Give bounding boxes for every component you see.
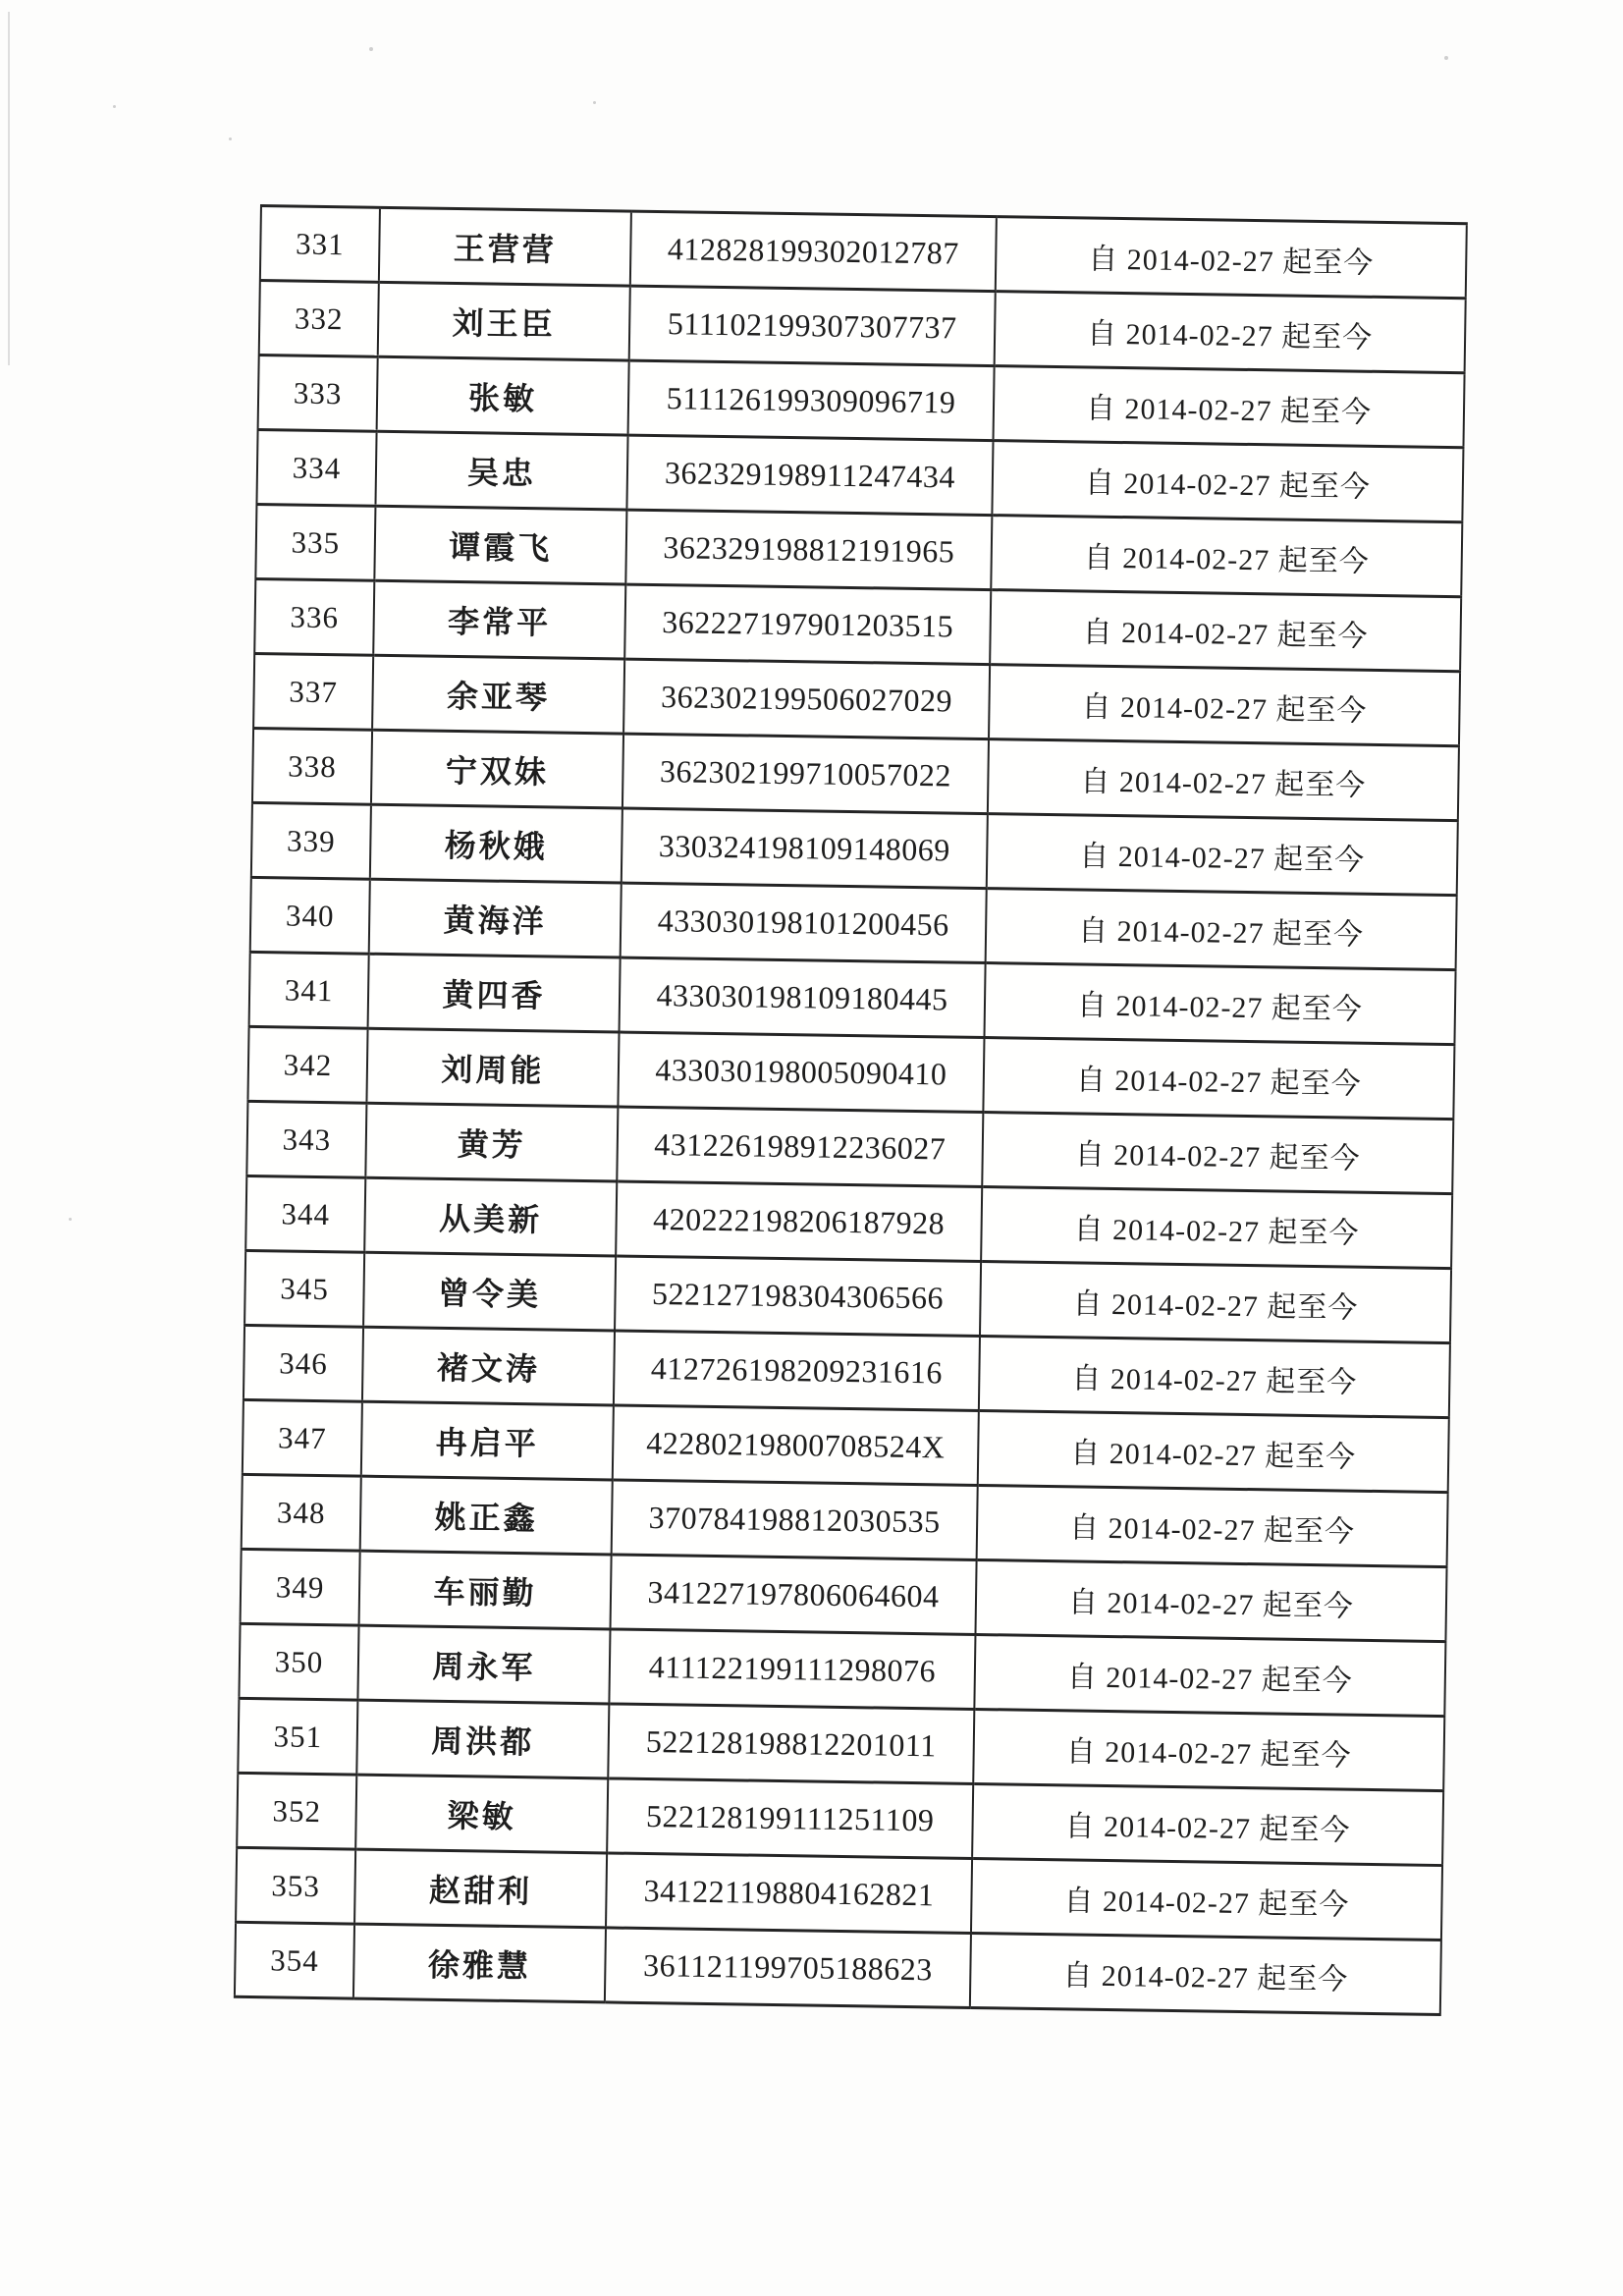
id-number: 370784198812030535 (612, 1480, 978, 1560)
validity-period: 自 2014-02-27 起至今 (979, 1337, 1450, 1418)
validity-period: 自 2014-02-27 起至今 (995, 292, 1466, 373)
row-number: 344 (245, 1175, 365, 1252)
row-number: 334 (256, 429, 376, 506)
person-name: 赵甜利 (354, 1849, 607, 1928)
validity-period: 自 2014-02-27 起至今 (989, 665, 1460, 746)
person-name: 周洪都 (356, 1700, 609, 1778)
validity-period: 自 2014-02-27 起至今 (991, 516, 1462, 597)
person-name: 余亚琴 (372, 655, 624, 734)
validity-period: 自 2014-02-27 起至今 (986, 889, 1457, 970)
id-number: 362302199710057022 (622, 734, 989, 814)
row-number: 348 (242, 1474, 361, 1551)
row-number: 345 (244, 1250, 364, 1327)
id-number: 511126199309096719 (628, 360, 995, 441)
person-name: 刘王臣 (378, 282, 630, 360)
validity-period: 自 2014-02-27 起至今 (971, 1858, 1442, 1940)
id-number: 412828199302012787 (630, 211, 997, 292)
person-name: 张敏 (377, 356, 629, 435)
id-number: 362302199506027029 (623, 659, 990, 739)
person-name: 褚文涛 (362, 1327, 615, 1405)
person-name: 冉启平 (361, 1401, 614, 1480)
person-name: 姚正鑫 (360, 1476, 613, 1555)
row-number: 343 (246, 1101, 366, 1177)
id-number: 522128198812201011 (608, 1704, 974, 1784)
scan-speck (1444, 56, 1448, 60)
person-name: 黄四香 (368, 954, 621, 1032)
person-name: 曾令美 (363, 1252, 616, 1331)
person-name: 吴忠 (375, 431, 627, 510)
row-number: 349 (241, 1549, 360, 1625)
row-number: 336 (254, 578, 374, 655)
person-name: 李常平 (373, 580, 625, 659)
scan-speck (229, 137, 232, 140)
id-number: 362227197901203515 (624, 584, 991, 665)
row-number: 332 (259, 281, 379, 357)
validity-period: 自 2014-02-27 起至今 (982, 1113, 1453, 1194)
id-number: 361121199705188623 (605, 1928, 971, 2008)
validity-period: 自 2014-02-27 起至今 (988, 739, 1459, 821)
id-number: 420222198206187928 (616, 1181, 982, 1262)
row-number: 350 (239, 1623, 358, 1700)
person-name: 刘周能 (366, 1028, 619, 1107)
validity-period: 自 2014-02-27 起至今 (974, 1634, 1445, 1716)
row-number: 347 (243, 1399, 362, 1476)
id-number: 330324198109148069 (622, 808, 988, 889)
scan-speck (593, 101, 596, 104)
row-number: 333 (258, 355, 378, 431)
validity-period: 自 2014-02-27 起至今 (970, 1933, 1441, 2014)
id-number: 412726198209231616 (614, 1331, 980, 1411)
row-number: 337 (253, 653, 373, 730)
row-number: 335 (255, 504, 375, 580)
id-number: 433030198109180445 (620, 957, 986, 1038)
row-number: 331 (260, 206, 380, 283)
row-number: 353 (236, 1847, 355, 1924)
person-name: 徐雅慧 (353, 1924, 606, 2002)
person-name: 从美新 (364, 1177, 617, 1256)
row-number: 354 (235, 1922, 354, 1998)
person-name: 黄海洋 (369, 879, 622, 957)
person-name: 黄芳 (365, 1103, 618, 1181)
id-number: 42280219800708524X (613, 1405, 979, 1486)
row-number: 340 (250, 877, 370, 954)
row-number: 342 (247, 1026, 367, 1103)
validity-period: 自 2014-02-27 起至今 (975, 1559, 1446, 1641)
validity-period: 自 2014-02-27 起至今 (992, 441, 1463, 522)
validity-period: 自 2014-02-27 起至今 (990, 590, 1461, 672)
id-number: 362329198812191965 (625, 510, 992, 590)
id-number: 431226198912236027 (617, 1107, 983, 1187)
validity-period: 自 2014-02-27 起至今 (981, 1187, 1452, 1269)
person-name: 宁双妹 (371, 730, 623, 808)
id-number: 433030198005090410 (618, 1032, 984, 1113)
person-name: 周永军 (357, 1625, 610, 1704)
table-body (235, 206, 1467, 2015)
row-number: 341 (249, 952, 369, 1028)
validity-period: 自 2014-02-27 起至今 (983, 1038, 1454, 1120)
validity-period: 自 2014-02-27 起至今 (996, 217, 1467, 299)
id-number: 522128199111251109 (607, 1778, 973, 1859)
row-number: 351 (238, 1698, 357, 1775)
id-number: 411122199111298076 (609, 1629, 975, 1710)
id-number: 433030198101200456 (621, 883, 987, 963)
person-name: 梁敏 (355, 1775, 608, 1853)
person-name: 王营营 (379, 207, 631, 286)
personnel-roster-table (234, 204, 1468, 2016)
validity-period: 自 2014-02-27 起至今 (987, 814, 1458, 896)
validity-period: 自 2014-02-27 起至今 (972, 1783, 1443, 1865)
row-number: 352 (237, 1773, 356, 1849)
id-number: 362329198911247434 (626, 435, 993, 516)
id-number: 341227197806064604 (611, 1555, 977, 1635)
validity-period: 自 2014-02-27 起至今 (984, 963, 1455, 1045)
row-number: 339 (251, 802, 371, 879)
scan-speck (69, 1218, 72, 1221)
scan-edge-artifact (8, 12, 10, 365)
validity-period: 自 2014-02-27 起至今 (994, 366, 1465, 448)
validity-period: 自 2014-02-27 起至今 (980, 1262, 1451, 1343)
row-number: 346 (243, 1325, 363, 1401)
row-number: 338 (252, 728, 372, 804)
validity-period: 自 2014-02-27 起至今 (977, 1485, 1448, 1566)
id-number: 522127198304306566 (615, 1256, 981, 1337)
id-number: 511102199307307737 (629, 286, 996, 366)
scan-speck (113, 105, 116, 108)
person-name: 车丽勤 (359, 1551, 612, 1629)
id-number: 341221198804162821 (606, 1853, 972, 1934)
validity-period: 自 2014-02-27 起至今 (973, 1709, 1444, 1790)
person-name: 谭霞飞 (374, 506, 626, 584)
scan-speck (369, 47, 373, 51)
validity-period: 自 2014-02-27 起至今 (978, 1410, 1449, 1492)
person-name: 杨秋娥 (370, 804, 622, 883)
